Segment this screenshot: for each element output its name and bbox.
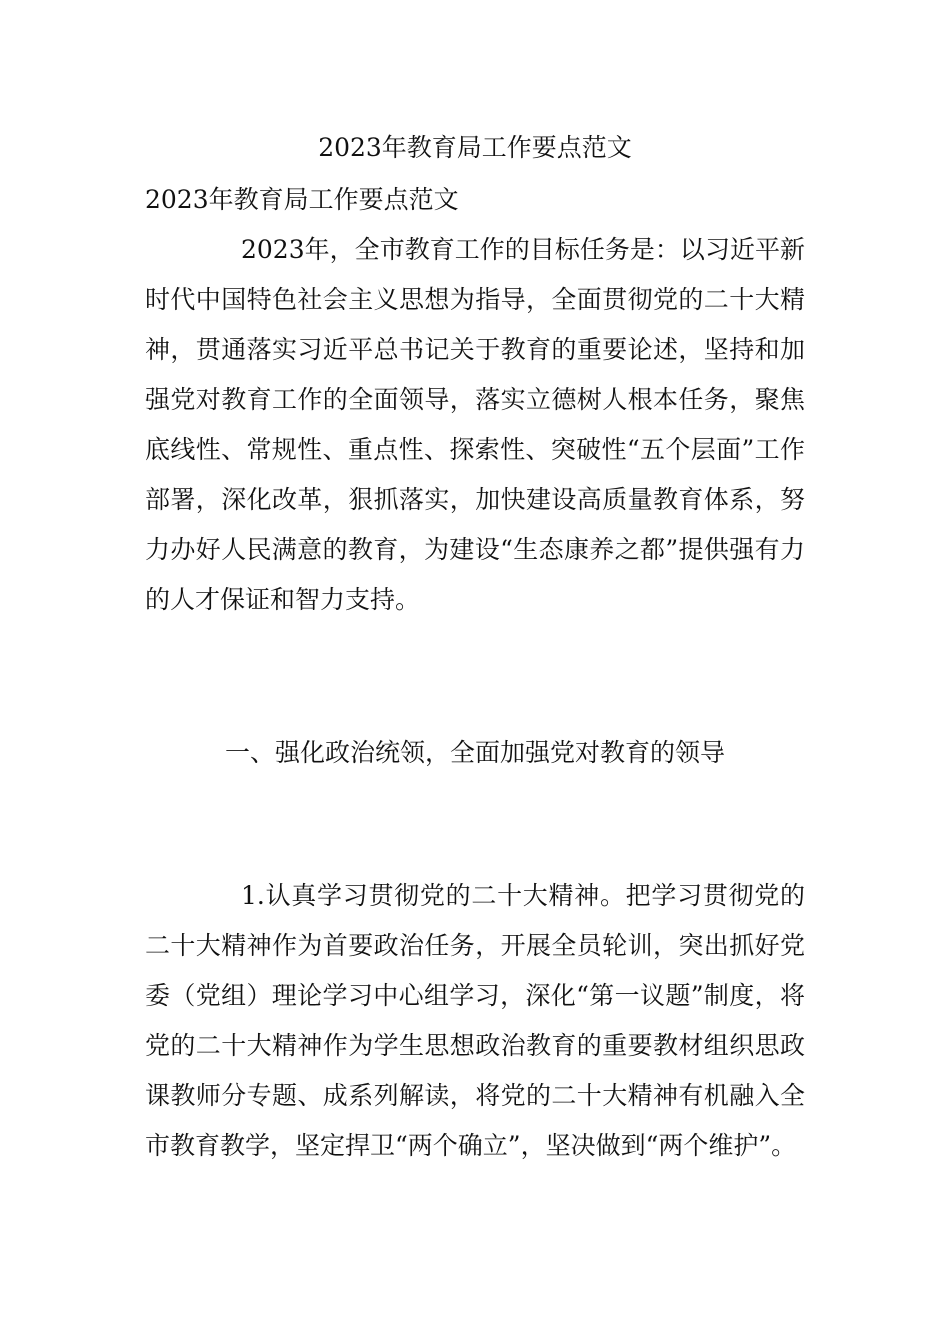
intro-paragraph: 2023年，全市教育工作的目标任务是：以习近平新时代中国特色社会主义思想为指导，全面贯彻党的二十大精神，贯通落实习近平总书记关于教育的重要论述，坚持和加强党对教育工作的全面领导，落实立德树人根本任务，聚焦底线性、常规性、重点性、探索性、突破性“五个层面”工作部署，深化改革，狠抓落实，加快建设高质量教育体系，努力办好人民满意的教育，为建设“生态康养之都”提供强有力的人才保证和智力支持。 [145,235,805,614]
section-heading: 一、强化政治统领，全面加强党对教育的领导 [224,738,725,767]
document-title: 2023年教育局工作要点范文 [318,133,632,162]
item-paragraph: 1.认真学习贯彻党的二十大精神。把学习贯彻党的二十大精神作为首要政治任务，开展全员轮训，突出抓好党委（党组）理论学习中心组学习，深化“第一议题”制度，将党的二十大精神作为学生思想政治教育的重要教材组织思政课教师分专题、成系列解读，将党的二十大精神有机融入全市教育教学，坚定捍卫“两个确立”，坚决做到“两个维护”。 [145,881,805,1160]
document-subtitle: 2023年教育局工作要点范文 [145,185,459,214]
